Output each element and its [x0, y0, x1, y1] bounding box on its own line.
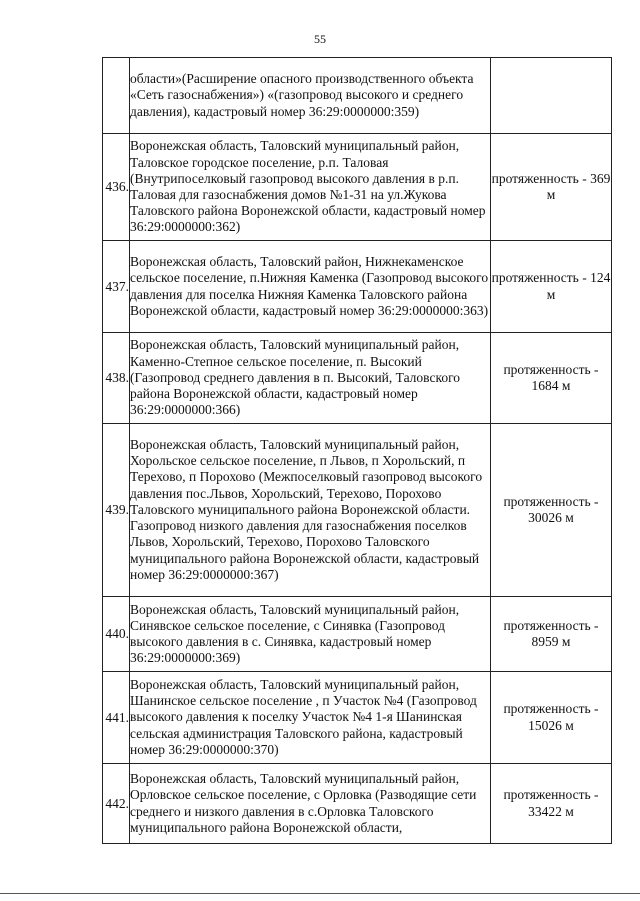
row-length: протяженность - 8959 м — [491, 597, 612, 672]
row-length — [491, 58, 612, 134]
row-description: Воронежская область, Таловский муниципальный район, Шанинское сельское поселение , п Участок №4 (Газопровод высокого давления к поселку Участок №4 1-я Шанинская сельская администрация Таловского района, кадастровый номер 36:29:0000000:370) — [130, 672, 491, 764]
table-row — [103, 333, 612, 424]
table-row — [103, 424, 612, 597]
registry-table — [102, 57, 612, 844]
table-row — [103, 764, 612, 844]
table-row — [103, 597, 612, 672]
row-number: 439. — [103, 424, 130, 597]
row-description: Воронежская область, Таловский муниципальный район, Хорольское сельское поселение, п Львов, п Хорольский, п Терехово, п Порохово (Межпоселковый газопровод высокого давления пос.Львов, Хорольский, Терехово, Порохово Таловского муниципального района Воронежской области. Газопровод низкого давления для газоснабжения поселков Львов, Хорольский, Терехово, Порохово Таловского муниципального района Воронежской области, кадастровый номер 36:29:0000000:367) — [130, 424, 491, 597]
row-length: протяженность - 15026 м — [491, 672, 612, 764]
row-length: протяженность - 30026 м — [491, 424, 612, 597]
page-bottom-rule — [0, 893, 640, 894]
table-row — [103, 672, 612, 764]
row-description: Воронежская область, Таловский муниципальный район, Таловское городское поселение, р.п. Таловая (Внутрипоселковый газопровод высокого давления в р.п. Таловая для газоснабжения домов №1-31 на ул.Жукова Таловского района Воронежской области, кадастровый номер 36:29:0000000:362) — [130, 134, 491, 241]
row-length: протяженность - 369 м — [491, 134, 612, 241]
page-number: 55 — [314, 32, 326, 46]
row-description: Воронежская область, Таловский район, Нижнекаменское сельское поселение, п.Нижняя Каменка (Газопровод высокого давления для поселка Нижняя Каменка Таловского района Воронежской области, кадастровый номер 36:29:0000000:363) — [130, 241, 491, 333]
table-row — [103, 134, 612, 241]
row-number: 436. — [103, 134, 130, 241]
row-number: 437. — [103, 241, 130, 333]
table-row — [103, 58, 612, 134]
row-number: 442. — [103, 764, 130, 844]
row-number: 440. — [103, 597, 130, 672]
row-description: области»(Расширение опасного производственного объекта «Сеть газоснабжения») «(газопровод высокого и среднего давления), кадастровый номер 36:29:0000000:359) — [130, 58, 491, 134]
row-number: 441. — [103, 672, 130, 764]
row-length: протяженность - 124 м — [491, 241, 612, 333]
row-description: Воронежская область, Таловский муниципальный район, Синявское сельское поселение, с Синявка (Газопровод высокого давления в с. Синявка, кадастровый номер 36:29:0000000:369) — [130, 597, 491, 672]
row-length: протяженность - 33422 м — [491, 764, 612, 844]
table-row — [103, 241, 612, 333]
row-length: протяженность - 1684 м — [491, 333, 612, 424]
row-number — [103, 58, 130, 134]
row-number: 438. — [103, 333, 130, 424]
row-description: Воронежская область, Таловский муниципальный район, Каменно-Степное сельское поселение, п. Высокий (Газопровод среднего давления в п. Высокий, Таловского района Воронежской области, кадастровый номер 36:29:0000000:366) — [130, 333, 491, 424]
row-description: Воронежская область, Таловский муниципальный район, Орловское сельское поселение, с Орловка (Разводящие сети среднего и низкого давления в с.Орловка Таловского муниципального района Воронежской области, — [130, 764, 491, 844]
